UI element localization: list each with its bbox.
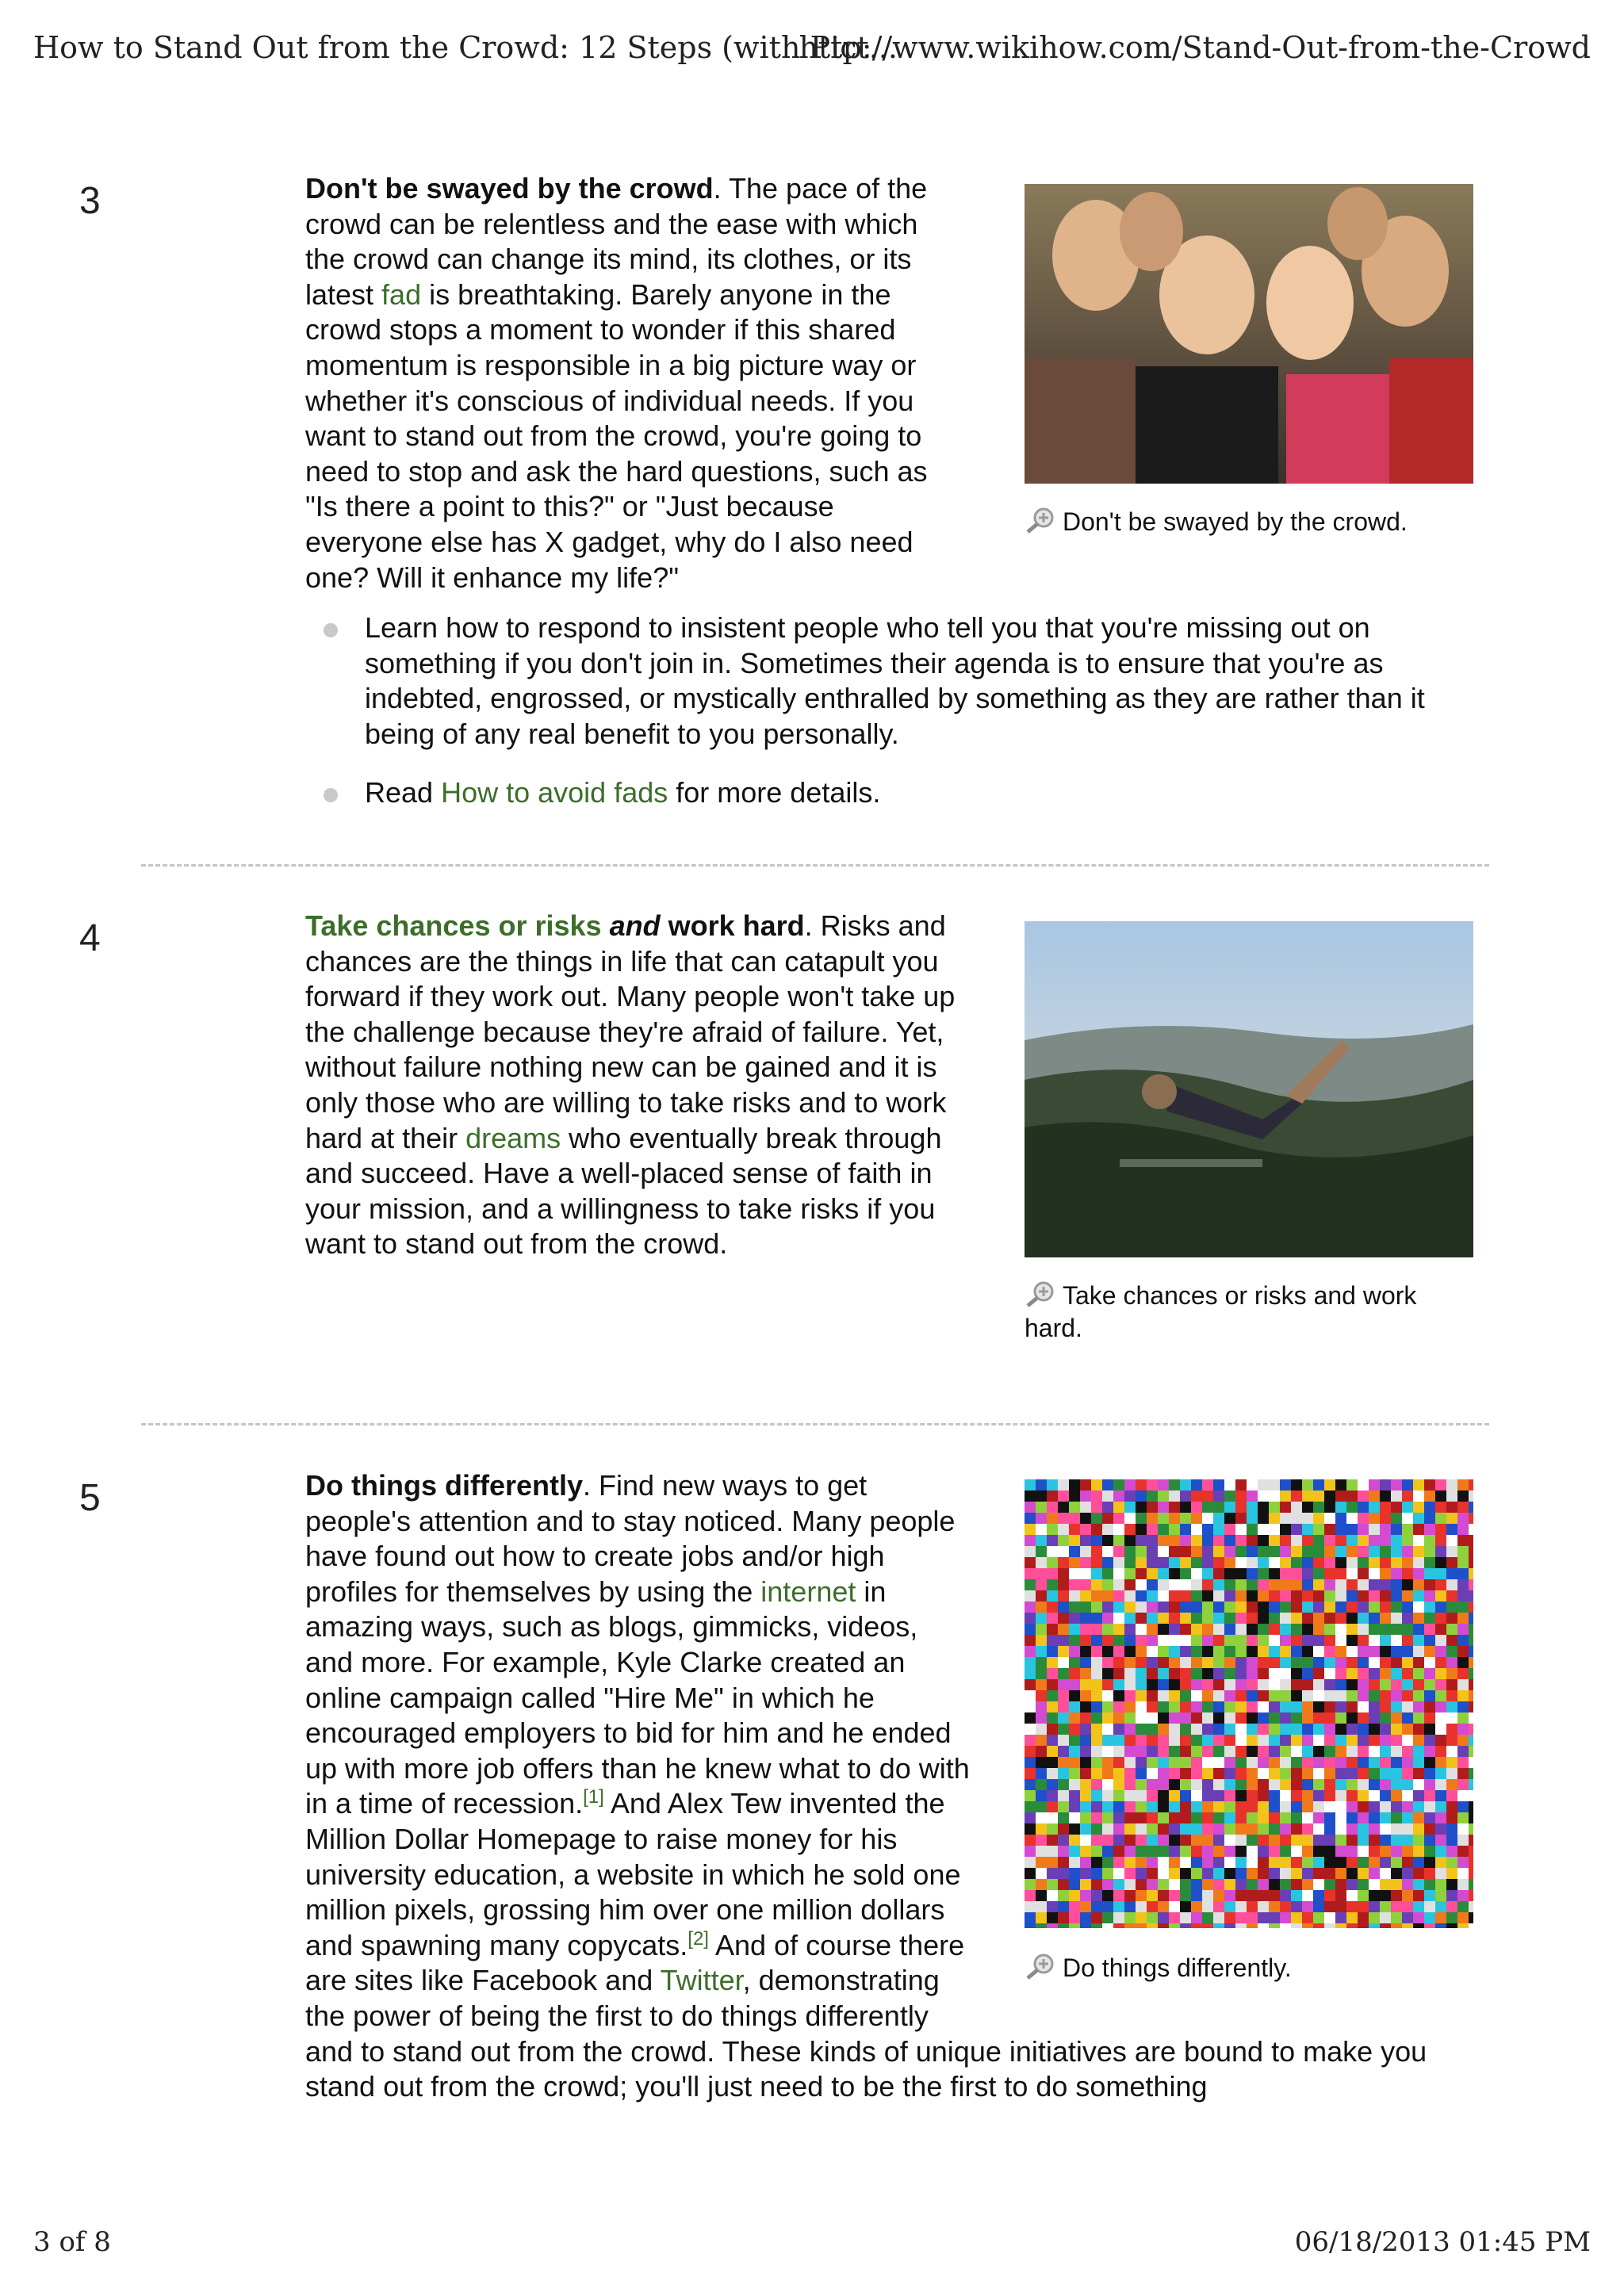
step-5-title: Do things differently [305,1469,583,1502]
step-4-image[interactable] [1025,921,1473,1257]
step-number-4: 4 [79,917,101,959]
step-5-image[interactable] [1025,1479,1473,1928]
link-twitter[interactable]: Twitter [660,1964,743,1997]
page-title: How to Stand Out from the Crowd: 12 Steps (with Pict... [33,30,898,65]
magnify-icon[interactable] [1025,1953,1056,1980]
link-how-to-avoid-fads[interactable]: How to avoid fads [441,776,668,809]
step-number-5: 5 [79,1477,101,1519]
step-4-title: work hard [668,909,805,942]
step-5-caption: Do things differently. [1025,1952,1453,1984]
step-5-paragraph: Do things differently. Find new ways to get people's attention and to stay noticed. Many people have found out how to create jobs and/or high profiles for themselves by using the internet in amazing ways, such as blogs, gimmicks, videos, and more. For example, Kyle Clarke created an online campaign called "Hire Me" in which he encouraged employers to bid for him and he ended up with more job offers than he knew what to do with in a time of recession.[1] And Alex Tew invented the Million Dollar Homepage to raise money for his university education, a website in which he sold one million pixels, grossing him over one million dollars and spawning many copycats.[2] And of course there are sites like Facebook and Twitter, demonstrating the power of being the first to do things differently and to stand out from the crowd. These kinds of unique initiatives are bound to make you stand out from the crowd; you'll just need to be the first to do something [305,1469,1427,2103]
reference-2[interactable]: [2] [688,1927,709,1950]
print-datetime: 06/18/2013 01:45 PM [1294,2226,1591,2258]
page-number: 3 of 8 [33,2226,111,2258]
step-3-title: Don't be swayed by the crowd [305,172,714,205]
step-4-text: Take chances or risks and work hard. Risks and chances are the things in life that can catapult you forward if they work out. Many people won't take up the challenge because they're afraid of failure. Yet, without failure nothing new can be gained and it is only those who are willing to take risks and to work hard at their dreams who eventually break through and succeed. Have a well-placed sense of faith in your mission, and a willingness to take risks if you want to stand out from the crowd. [305,909,956,1261]
step-3-image[interactable] [1025,184,1473,484]
step-number-3: 3 [79,180,101,222]
step-3-bullet-2: Read How to avoid fads for more details. [365,776,881,809]
pixel-mosaic-photo [1025,1479,1473,1928]
magnify-icon[interactable] [1025,507,1056,534]
leap-photo [1025,921,1473,1257]
bullet-dot [324,623,338,637]
step-3-bullet-1: Learn how to respond to insistent people who tell you that you're missing out on something if you don't join in. Sometimes their agenda is to ensure that you're as indebted, engrossed, or mystically enthralled by something as they are rather than it being of any real benefit to you personally. [365,611,1425,750]
reference-1[interactable]: [1] [583,1786,604,1808]
bullet-dot [324,788,338,802]
link-fad[interactable]: fad [381,277,422,311]
link-take-chances[interactable]: Take chances or risks [305,909,602,942]
page-url: http://www.wikihow.com/Stand-Out-from-the-Crowd [799,30,1591,65]
magnify-icon[interactable] [1025,1280,1056,1307]
step-divider [141,864,1489,867]
link-internet[interactable]: internet [760,1575,856,1608]
step-3-text: Don't be swayed by the crowd. The pace of the crowd can be relentless and the ease with which the crowd can change its mind, its clothes, or its latest fad is breathtaking. Barely anyone in the crowd stops a moment to wonder if this shared momentum is responsible in a big picture way or whether it's conscious of individual needs. If you want to stand out from the crowd, you're going to need to stop and ask the hard questions, such as "Is there a point to this?" or "Just because everyone else has X gadget, why do I also need one? Will it enhance my life?" [305,172,928,594]
link-dreams[interactable]: dreams [465,1121,561,1154]
step-4-caption: Take chances or risks and work hard. [1025,1281,1417,1342]
step-divider [141,1423,1489,1425]
crowd-photo [1025,184,1473,484]
step-3-caption: Don't be swayed by the crowd. [1025,506,1453,538]
